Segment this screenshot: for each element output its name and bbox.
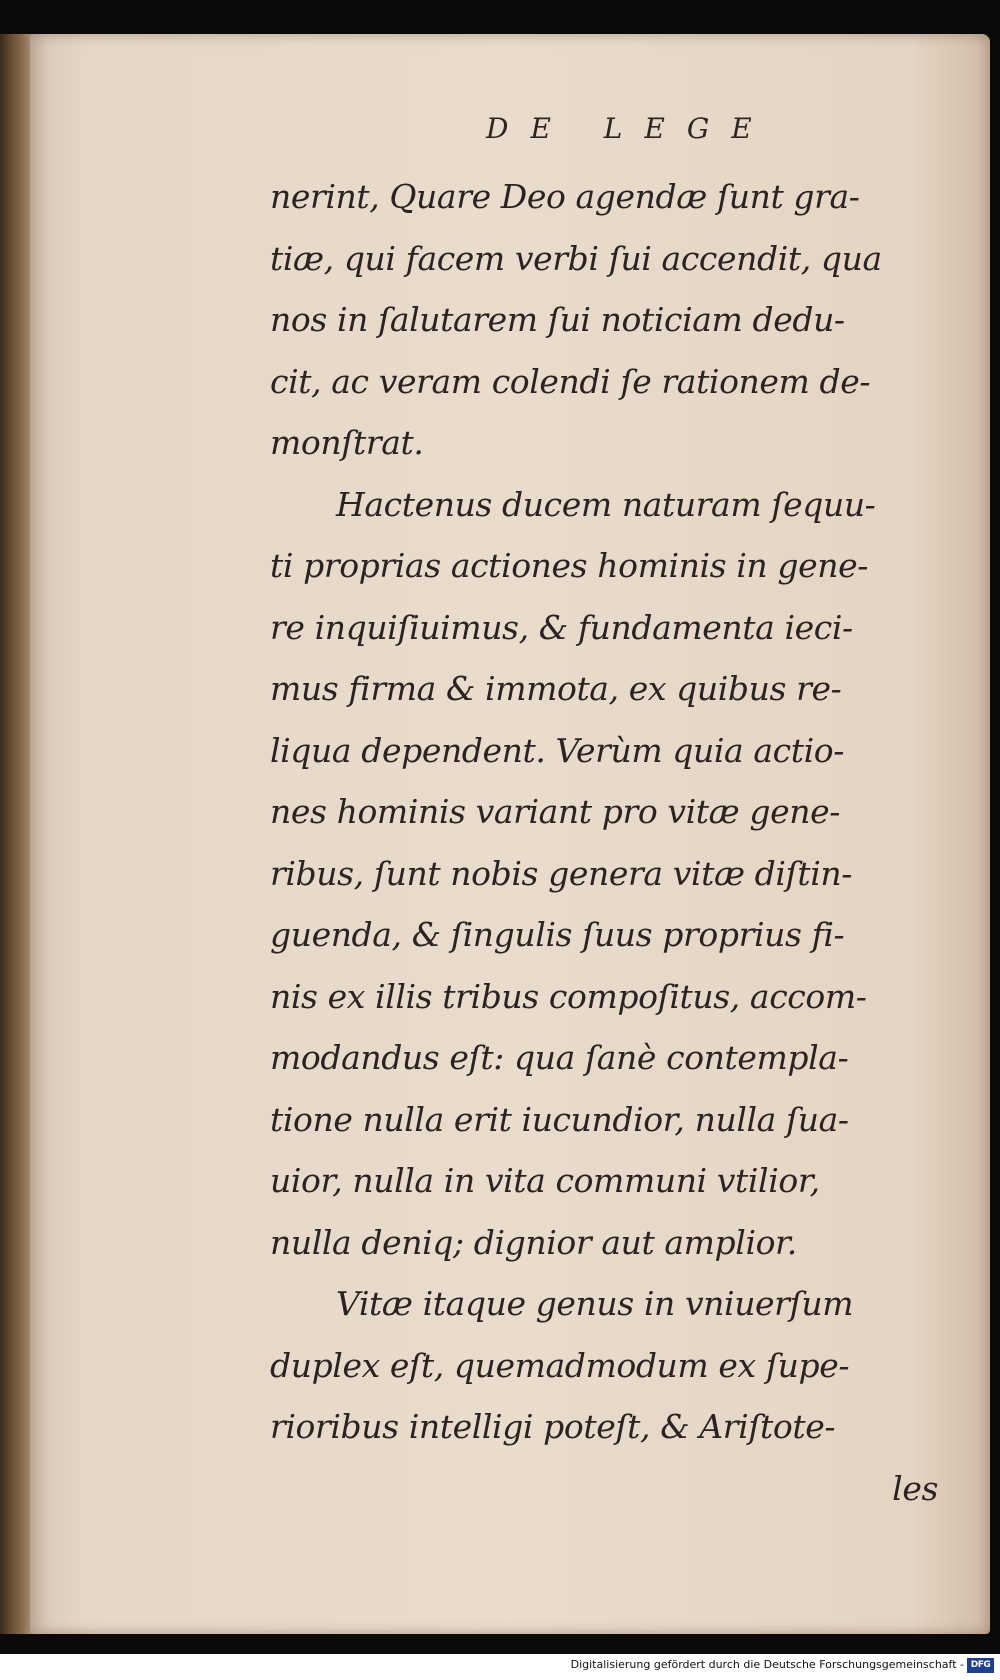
dfg-logo: DFG [967,1658,994,1673]
text-line: nes hominis variant pro vitæ gene- [270,792,840,831]
text-line: rioribus intelligi poteſt, & Ariſtote- [270,1407,836,1446]
footer-credit: Digitalisierung gefördert durch die Deutsche Forschungsgemeinschaft - [570,1658,964,1671]
text-line-paragraph-start: Hactenus ducem naturam ſequu- [336,484,876,524]
text-line: tiæ, qui facem verbi ſui accendit, qua [270,238,882,278]
text-line: uior, nulla in vita communi vtilior, [270,1161,820,1200]
catchword: les [892,1468,938,1508]
digitization-footer [0,1654,1000,1680]
text-line: nos in ſalutarem ſui noticiam dedu- [270,300,845,339]
text-line: ribus, ſunt nobis genera vitæ diſtin- [270,853,852,893]
text-line: nerint, Quare Deo agendæ ſunt gra- [270,177,860,216]
text-line: nis ex illis tribus compoſitus, accom- [270,976,867,1016]
text-line: modandus eſt: qua ſanè contempla- [270,1038,849,1077]
text-line: mus firma & immota, ex quibus re- [270,669,842,708]
running-head: DE LEGE [486,112,774,145]
book-page-edge [0,34,34,1634]
text-line: duplex eſt, quemadmodum ex ſupe- [270,1345,850,1385]
text-line: cit, ac veram colendi ſe rationem de- [270,361,871,401]
text-line: tione nulla erit iucundior, nulla ſua- [270,1099,849,1139]
text-line: ti proprias actiones hominis in gene- [270,546,868,585]
text-line: liqua dependent. Verùm quia actio- [270,730,844,770]
text-line-paragraph-start: Vitæ itaque genus in vniuerſum [336,1284,854,1323]
text-line: guenda, & ſingulis ſuus proprius fi- [270,915,845,954]
text-line: monſtrat. [270,423,424,462]
text-line: nulla deniq; dignior aut amplior. [270,1222,797,1262]
text-line: re inquiſiuimus, & fundamenta ieci- [270,607,853,647]
body-text [270,166,950,1519]
